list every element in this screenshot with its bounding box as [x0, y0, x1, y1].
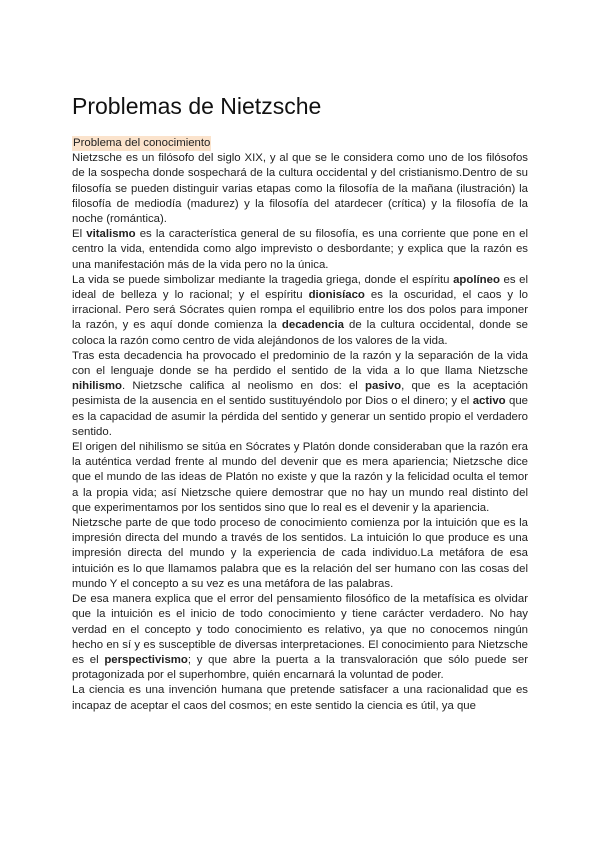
text-run: es la característica general de su filosofía, es una corriente que pone en el centro la vida, entendida como algo imprevisto o desbordante; y explica que la razón es una manifestación más de la vida pero no la única.: [72, 228, 528, 271]
text-run: es el ideal de belleza y lo racional; y el espíritu: [72, 273, 528, 302]
bold-term: pasivo: [365, 380, 402, 393]
text-run: Tras esta decadencia ha provocado el predominio de la razón y la separación de la vida con el lenguaje donde se ha perdido el sentido de la vida a lo que llama Nietzsche: [72, 349, 528, 378]
section-heading-row: [72, 133, 528, 151]
bold-term: nihilismo: [72, 380, 122, 393]
text-run: De esa manera explica que el error del pensamiento filosófico de la metafísica es olvidar que la intuición es el inicio de todo conocimiento y tiene carácter verdadero. No hay verdad en el concepto y todo conocimiento es relativo, ya que no conocemos ningún hecho en sí y es susceptible de diversas interpretaciones. El conocimiento para Nietzsche es el: [72, 593, 528, 666]
bold-term: perspectivismo: [104, 653, 188, 666]
paragraph-perspectivismo: [72, 592, 528, 683]
paragraph-ciencia: La ciencia es una invención humana que pretende satisfacer a una racionalidad que es incapaz de aceptar el caos del cosmos; en este sentido la ciencia es útil, ya que: [72, 684, 528, 712]
bold-term: vitalismo: [86, 228, 136, 241]
bold-term: apolíneo: [453, 273, 500, 286]
text-run: ; y que abre la puerta a la transvaloración que sólo puede ser protagonizada por el superhombre, quién encarnará la voluntad de poder.: [72, 653, 528, 682]
bold-term: activo: [472, 395, 506, 408]
text-run: La vida se puede simbolizar mediante la tragedia griega, donde el espíritu: [72, 273, 454, 286]
section-heading: Problema del conocimiento: [72, 136, 211, 151]
paragraph-nihilismo: [72, 349, 528, 440]
text-run: El: [72, 228, 87, 241]
paragraph-intro: Nietzsche es un filósofo del siglo XIX, y al que se le considera como uno de los filósofos de la sospecha donde sospechará de la cultura occidental y del cristianismo.Dentro de su filosofía se pueden distinguir varias etapas como la filosofía de la mañana (ilustración) la filosofía de mediodía (madurez) y la filosofía del atardecer (crítica) y la filosofía de la noche (romántica).: [72, 152, 528, 226]
page-title: Problemas de Nietzsche: [72, 93, 322, 119]
text-run: , que es la aceptación pesimista de la ausencia en el sentido sustituyéndolo por Dios o el dinero; y el: [72, 380, 528, 408]
bold-term: decadencia: [281, 319, 344, 332]
bold-term: dionisíaco: [308, 289, 365, 302]
paragraph-intuicion: Nietzsche parte de que todo proceso de conocimiento comienza por la intuición que es la impresión directa del mundo a través de los sentidos. La intuición lo que produce es una impresión directa del mundo y la experiencia de cada individuo.La metáfora de esa intuición es lo que llamamos palabra que es la relación del ser humano con las cosas del mundo Y el concepto a su vez es una metáfora de las palabras.: [72, 517, 528, 590]
paragraph-tragedia: [72, 273, 528, 349]
document-body: [72, 92, 528, 714]
text-run: . Nietzsche califica al neolismo en dos: el: [122, 380, 365, 393]
paragraph-origen: El origen del nihilismo se sitúa en Sócrates y Platón donde consideraban que la razón era la auténtica verdad frente al mundo del devenir que es mera apariencia; Nietzsche dice que el mundo de las ideas de Platón no existe y que la razón y la felicidad oculta el temor a la propia vida; así Nietzsche quiere demostrar que no hay un mundo real distinto del que experimentamos por los sentidos sino que lo real es el devenir y la apariencia.: [72, 441, 528, 514]
text-run: es la oscuridad, el caos y lo irracional. Pero será Sócrates quien rompa el equilibrio entre los dos polos para imponer la razón, y es aquí donde comienza la: [72, 289, 528, 332]
text-run: que es la capacidad de asumir la pérdida del sentido y generar un sentido propio el verdadero sentido.: [72, 395, 528, 438]
text-run: de la cultura occidental, donde se coloca la razón como centro de vida alejándonos de los valores de la vida.: [72, 319, 528, 347]
paragraph-vitalismo: [72, 227, 528, 273]
